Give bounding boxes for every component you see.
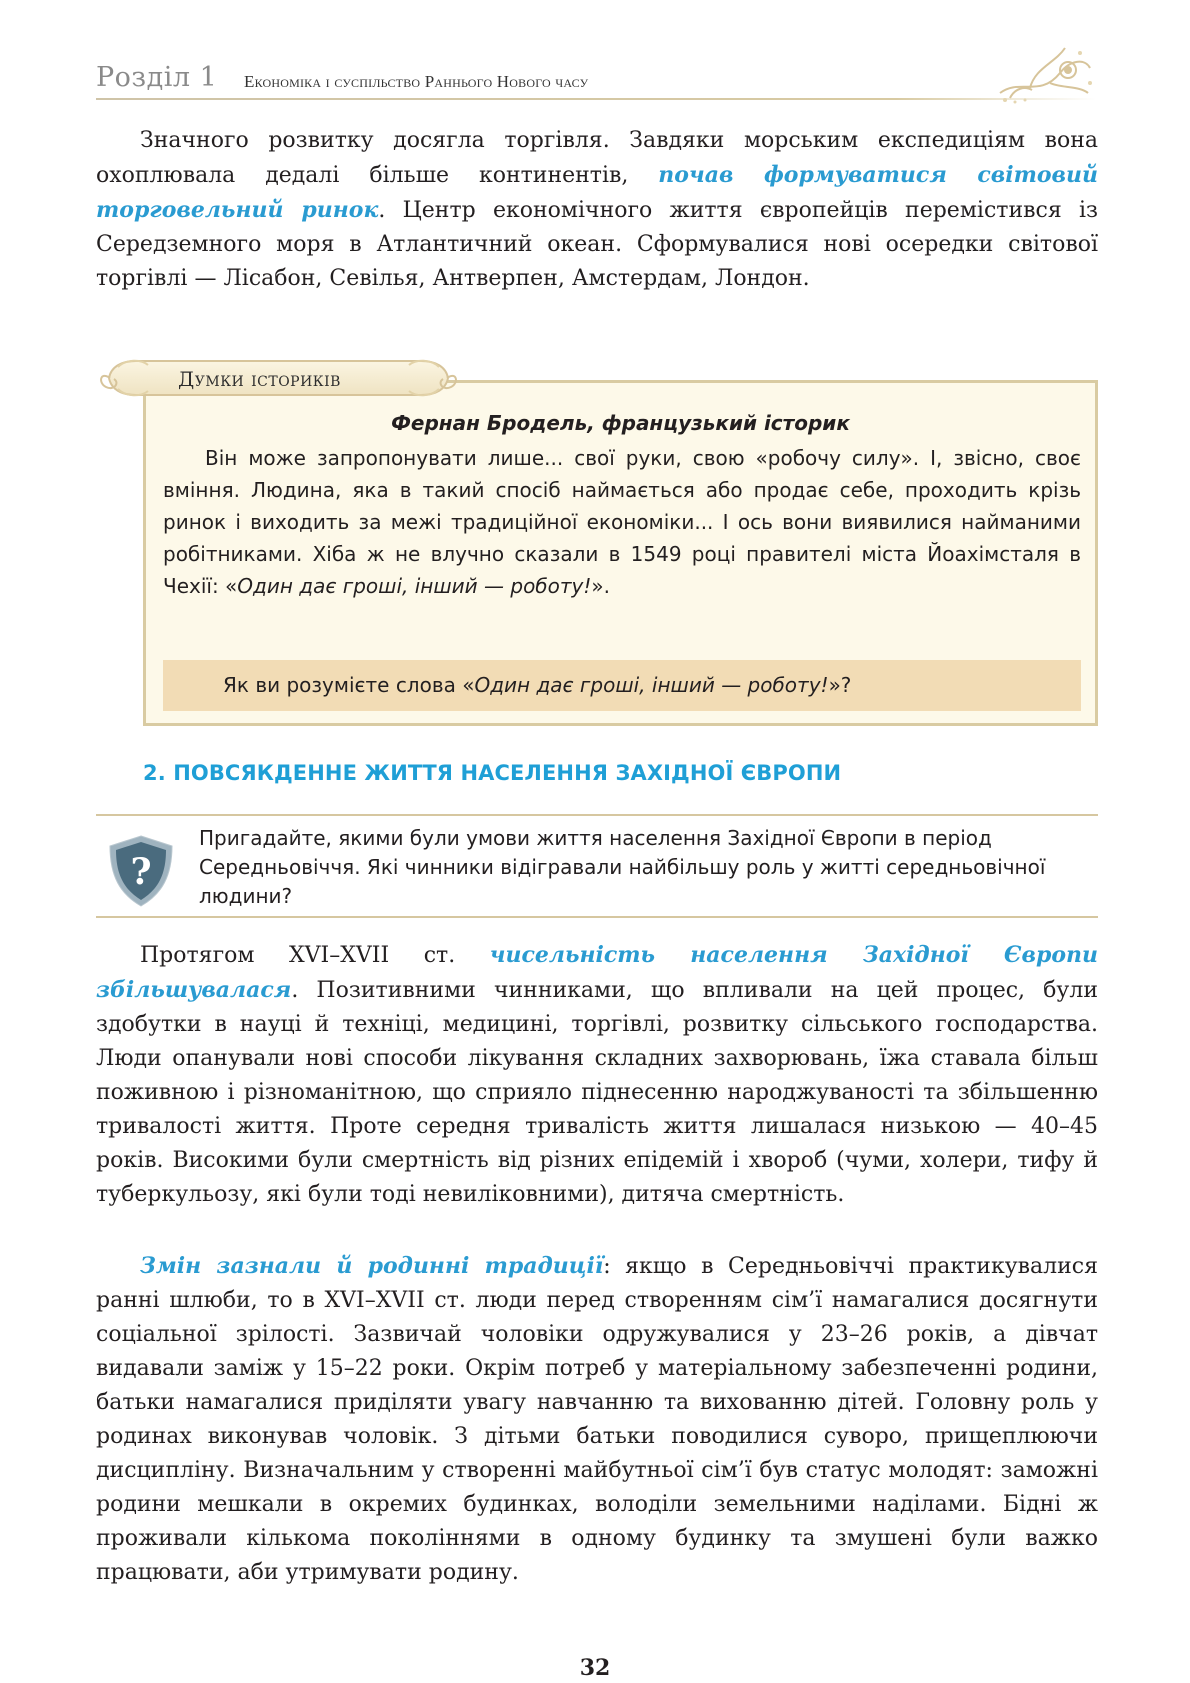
quote-question: [163, 660, 1081, 711]
header-title: Економіка і суспільство Раннього Нового часу: [244, 72, 589, 91]
intro-paragraph: [96, 124, 1098, 296]
quote-italic: Один дає гроші, інший — роботу!: [237, 574, 592, 598]
header-rule: [96, 98, 1096, 100]
historians-box: [143, 380, 1098, 726]
historians-tab: [96, 353, 461, 403]
question-end: »?: [828, 673, 852, 697]
quote-end: ».: [591, 574, 610, 598]
intro-highlight: почав формуватися світовий торговельний ринок: [96, 162, 1098, 223]
question-italic: Один дає гроші, інший — роботу!: [474, 673, 829, 697]
question-text: Як ви розумієте слова «: [223, 673, 475, 697]
intro-text-end: . Центр економічного життя європейців перемістився із Середземного моря в Атлантичний океан. Сформувалися нові осередки світової торгівлі — Лісабон, Севілья, Антверпен, Амстердам, Лондон.: [96, 198, 1098, 291]
page-number: 32: [579, 1655, 611, 1681]
quote-main: Він може запропонувати лише... свої руки, свою «робочу силу». І, звісно, своє вміння. Людина, яка в такий спосіб наймається або продає себе, проходить крізь ринок і виходить за межі традиційної економіки... І ось вони виявилися найманими робітниками. Хіба ж не влучно сказали в 1549 році правителі міста Йоахімсталя в Чехії: «: [163, 446, 1081, 598]
family-paragraph: [96, 1249, 1098, 1590]
p2-text: Протягом XVI–XVII ст.: [140, 943, 490, 968]
section-label: Розділ 1: [96, 62, 218, 93]
quote-author: Фернан Бродель, французький історик: [391, 411, 850, 435]
recall-box: [96, 814, 1098, 918]
floral-ornament-icon: [990, 38, 1100, 108]
population-paragraph: [96, 938, 1098, 1212]
recall-text: Пригадайте, якими були умови життя населення Західної Європи в період Середньовіччя. Які чинники відігравали найбільшу роль у житті середньовічної людини?: [199, 826, 1046, 908]
p3-highlight: Змін зазнали й родинні традиції: [140, 1253, 604, 1279]
p2-text-end: . Позитивними чинниками, що впливали на цей процес, були здобутки в науці й техніці, медицині, торгівлі, розвитку сільського господарства. Люди опанували нові способи лікування складних захворювань, їжа ставала більш поживною і різноманітною, що сприяло піднесенню народжуваності та збільшенню тривалості життя. Проте середня тривалість життя лишалася низькою — 40–45 років. Високими були смертність від різних епідемій і хвороб (чуми, холери, тифу й туберкульозу, які були тоді невиліковними), дитяча смертність.: [96, 978, 1098, 1207]
intro-text: Значного розвитку досягла торгівля. Завдяки морським експедиціям вона охоплювала дедалі більше континентів,: [96, 128, 1098, 188]
question-shield-icon: [106, 834, 176, 908]
quote-text: [163, 442, 1081, 602]
historians-tab-label: Думки істориків: [178, 367, 341, 391]
p2-highlight: чисельність населення Західної Європи збільшувалася: [96, 942, 1098, 1003]
section-heading: 2. ПОВСЯКДЕННЕ ЖИТТЯ НАСЕЛЕННЯ ЗАХІДНОЇ ЄВРОПИ: [143, 761, 842, 785]
page-header: [96, 62, 1098, 102]
svg-text:?: ?: [130, 851, 152, 893]
p3-text: : якщо в Середньовіччі практикувалися ранні шлюби, то в XVI–XVII ст. люди перед створенням сім’ї намагалися досягнути соціальної зрілості. Зазвичай чоловіки одружувалися у 23–26 років, а дівчат видавали заміж у 15–22 роки. Окрім потреб у матеріальному забезпеченні родини, батьки намагалися приділяти увагу навчанню та вихованню дітей. Головну роль у родинах виконував чоловік. З дітьми батьки поводилися суворо, прищеплюючи дисципліну. Визначальним у створенні майбутньої сім’ї був статус молодят: заможні родини мешкали в окремих будинках, володіли земельними наділами. Бідні ж проживали кількома поколіннями в одному будинку та змушені були важко працювати, аби утримувати родину.: [96, 1254, 1098, 1585]
